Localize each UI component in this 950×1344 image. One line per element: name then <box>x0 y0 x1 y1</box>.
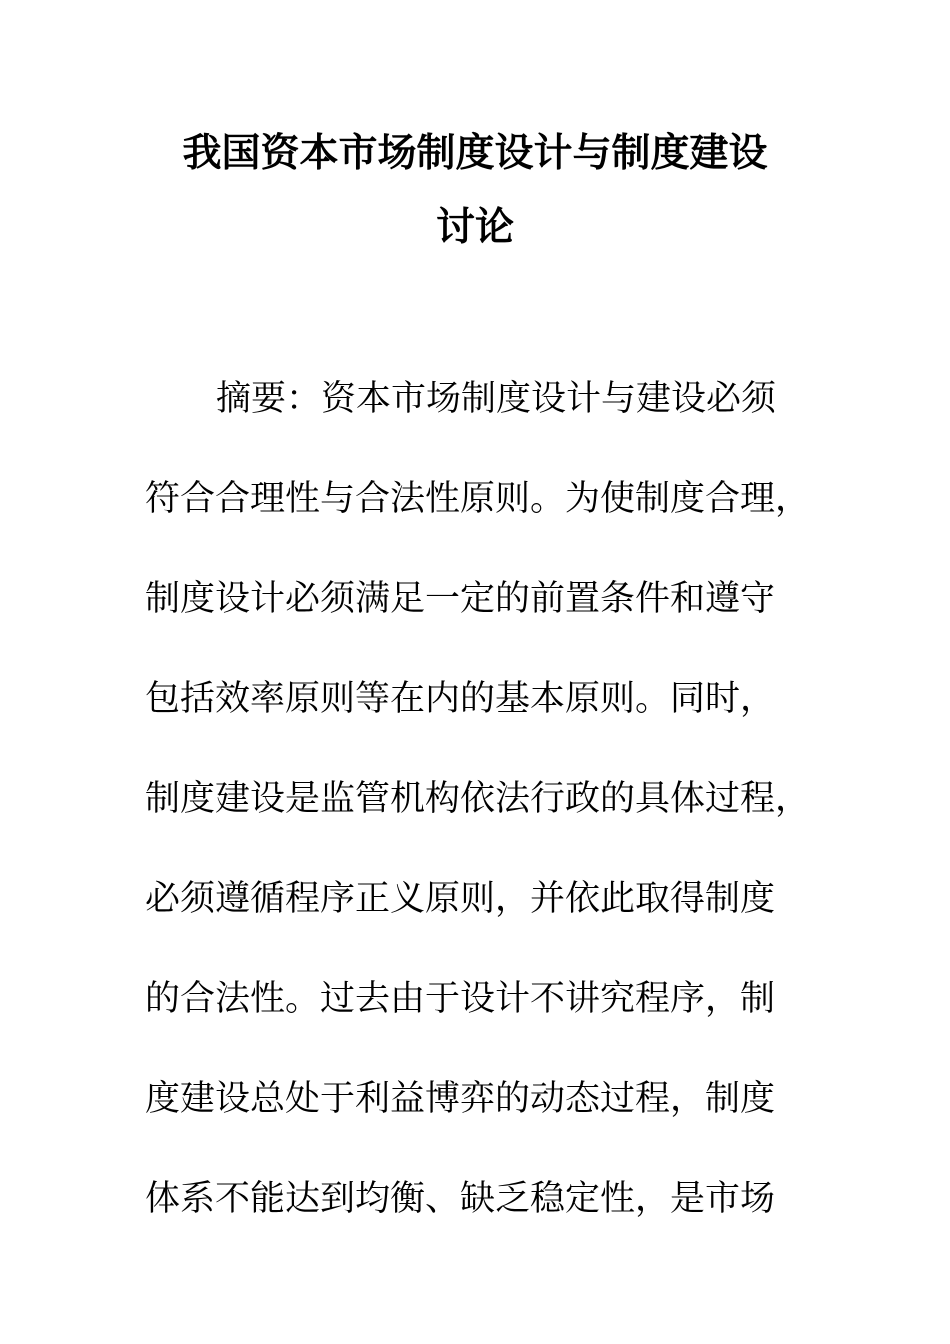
abstract-line-5: 制度建设是监管机构依法行政的具体过程， <box>145 779 811 819</box>
abstract-line-2: 符合合理性与合法性原则。为使制度合理， <box>145 479 811 519</box>
document-title-line-1: 我国资本市场制度设计与制度建设 <box>182 130 768 176</box>
abstract-line-1: 摘要：资本市场制度设计与建设必须 <box>216 379 777 419</box>
abstract-line-7: 的合法性。过去由于设计不讲究程序，制 <box>145 979 776 1019</box>
abstract-line-9: 体系不能达到均衡、缺乏稳定性，是市场 <box>145 1179 776 1219</box>
abstract-line-8: 度建设总处于利益博弈的动态过程，制度 <box>145 1079 776 1119</box>
document-title-line-2: 讨论 <box>435 204 514 250</box>
abstract-line-6: 必须遵循程序正义原则，并依此取得制度 <box>145 879 776 919</box>
abstract-line-4: 包括效率原则等在内的基本原则。同时， <box>145 679 776 719</box>
abstract-line-3: 制度设计必须满足一定的前置条件和遵守 <box>145 579 776 619</box>
